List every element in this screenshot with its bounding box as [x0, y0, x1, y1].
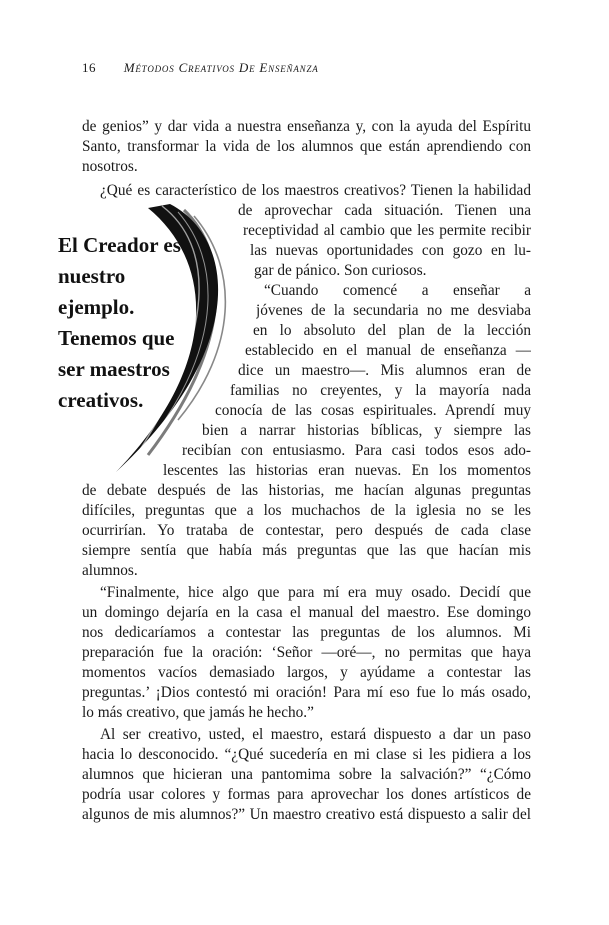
- text-line: en lo absoluto del plan de la lección: [253, 322, 531, 339]
- text-line: dice un maestro—. Mis alumnos eran de: [238, 362, 531, 379]
- text-line: familias no creyentes, y la mayoría nada: [230, 382, 531, 399]
- text-line: lo más creativo, que jamás he hecho.”: [82, 704, 314, 721]
- text-line: receptividad al cambio que les permite recibir: [243, 222, 531, 239]
- text-line: de aprovechar cada situación. Tienen una: [238, 202, 531, 219]
- text-line: Santo, transformar la vida de los alumnos que están aprendiendo con: [82, 138, 531, 155]
- text-line: alumnos que hicieran una pantomima sobre la salvación?” “¿Cómo: [82, 766, 531, 783]
- pull-quote-line: Tenemos que: [58, 326, 175, 350]
- text-line: “Cuando comencé a enseñar a: [264, 282, 531, 299]
- text-line: preguntas.’ ¡Dios contestó mi oración! Para mí eso fue lo más osado,: [82, 684, 531, 701]
- book-title: Métodos Creativos De Enseñanza: [123, 60, 319, 75]
- text-line: hacia lo desconocido. “¿Qué sucedería en mi clase si les pidiera a los: [82, 746, 531, 763]
- text-line: de debate después de las historias, me hacían algunas preguntas: [82, 482, 531, 499]
- text-line: lescentes las historias eran nuevas. En los momentos: [163, 462, 531, 479]
- text-line: ocurrirían. Yo trataba de contestar, pero después de cada clase: [82, 522, 531, 539]
- text-line: ¿Qué es característico de los maestros creativos? Tienen la habilidad: [100, 182, 531, 199]
- text-line: siempre sentía que había más preguntas que las que hacían mis: [82, 542, 531, 559]
- pull-quote: [58, 230, 198, 416]
- text-line: algunos de mis alumnos?” Un maestro creativo está dispuesto a salir del: [82, 806, 531, 823]
- text-line: difíciles, preguntas que a los muchachos de la iglesia no se les: [82, 502, 531, 519]
- running-head: [82, 60, 319, 76]
- text-line: momentos vacíos demasiado largos, y ayúdame a contestar las: [82, 664, 531, 681]
- pull-quote-line: ser maestros: [58, 357, 170, 381]
- text-line: gar de pánico. Son curiosos.: [254, 262, 427, 279]
- text-line: Al ser creativo, usted, el maestro, estará dispuesto a dar un paso: [100, 726, 531, 743]
- text-line: de genios” y dar vida a nuestra enseñanza y, con la ayuda del Espíritu: [82, 118, 531, 135]
- text-line: podría usar colores y formas para aprovechar los dones artísticos de: [82, 786, 531, 803]
- pull-quote-line: nuestro: [58, 264, 126, 288]
- text-line: recibían con entusiasmo. Para casi todos esos ado-: [182, 442, 531, 459]
- text-line: un domingo dejaría en la casa el manual del maestro. Ese domingo: [82, 604, 531, 621]
- text-line: conocía de las cosas espirituales. Aprendí muy: [215, 402, 531, 419]
- text-line: preparación fue la oración: ‘Señor —oré—, no permitas que haya: [82, 644, 531, 661]
- text-line: nosotros.: [82, 158, 138, 175]
- pull-quote-line: ejemplo.: [58, 295, 135, 319]
- text-line: nos dedicaríamos a contestar las preguntas de los alumnos. Mi: [82, 624, 531, 641]
- text-line: las nuevas oportunidades con gozo en lu-: [250, 242, 531, 259]
- text-line: alumnos.: [82, 562, 138, 579]
- pull-quote-line: El Creador es: [58, 233, 181, 257]
- text-line: jóvenes de la secundaria no me desviaba: [256, 302, 531, 319]
- text-line: establecido en el manual de enseñanza —: [245, 342, 531, 359]
- page-number: 16: [82, 60, 96, 75]
- text-line: bien a narrar historias bíblicas, y siempre las: [202, 422, 531, 439]
- pull-quote-line: creativos.: [58, 388, 144, 412]
- text-line: “Finalmente, hice algo que para mí era muy osado. Decidí que: [100, 584, 531, 601]
